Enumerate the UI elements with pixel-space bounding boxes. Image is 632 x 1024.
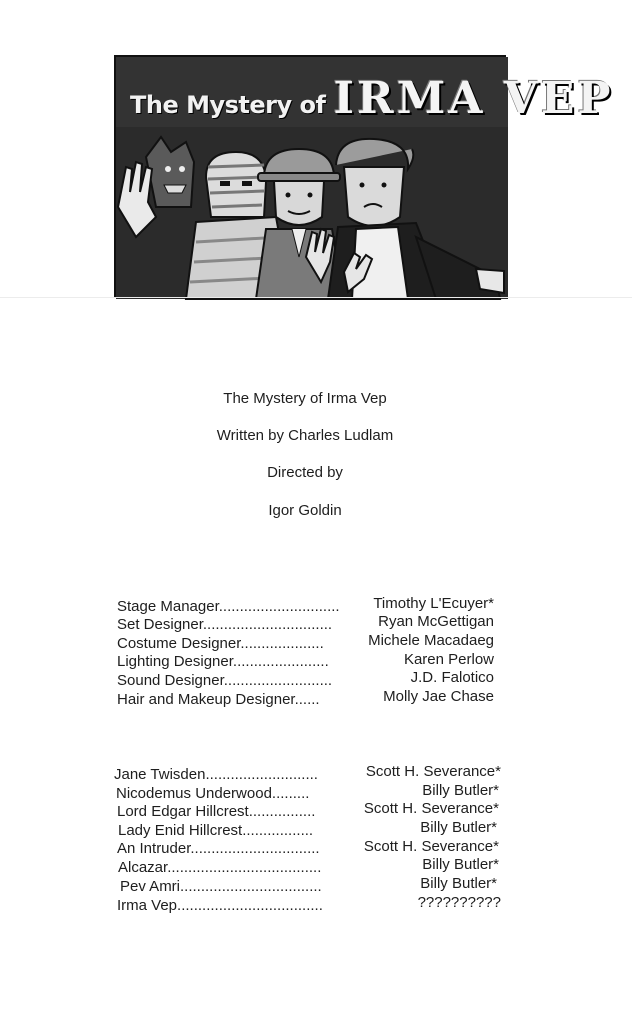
fold-line <box>0 297 632 298</box>
cast-name: ?????????? <box>417 894 501 911</box>
poster-image <box>114 55 614 297</box>
cast-name: Billy Butler* <box>420 875 497 892</box>
cast-role: Alcazar..................................... <box>118 859 322 876</box>
poster-title-main: IRMA VEP <box>333 73 614 124</box>
cast-name: Scott H. Severance* <box>363 800 499 817</box>
playwright-credit: Written by Charles Ludlam <box>216 427 394 444</box>
crew-role: Set Designer............................... <box>117 616 333 633</box>
cast-role: An Intruder............................... <box>117 840 320 857</box>
cast-name: Scott H. Severance* <box>363 838 499 855</box>
cast-name: Billy Butler* <box>422 856 499 873</box>
director-label: Directed by <box>267 464 343 481</box>
play-title: The Mystery of Irma Vep <box>223 390 387 407</box>
crew-role: Stage Manager............................. <box>117 598 340 615</box>
poster-title-prefix: The Mystery of <box>130 91 326 119</box>
crew-name: Molly Jae Chase <box>383 688 494 705</box>
director-name: Igor Goldin <box>268 502 342 519</box>
crew-name: Karen Perlow <box>403 651 494 668</box>
crew-name: J.D. Falotico <box>410 669 494 686</box>
crew-name: Michele Macadaeg <box>368 632 494 649</box>
cast-role: Pev Amri.................................. <box>120 878 322 895</box>
crew-role: Lighting Designer....................... <box>117 653 329 670</box>
cast-role: Irma Vep................................... <box>117 897 323 914</box>
crew-role: Costume Designer.................... <box>117 635 324 652</box>
cast-name: Billy Butler* <box>422 782 499 799</box>
cast-name: Scott H. Severance* <box>365 763 501 780</box>
cast-role: Lady Enid Hillcrest................. <box>118 822 314 839</box>
poster-title <box>130 73 614 124</box>
crew-role: Sound Designer.......................... <box>117 672 333 689</box>
cast-role: Lord Edgar Hillcrest................ <box>117 803 316 820</box>
crew-role: Hair and Makeup Designer...... <box>117 691 320 708</box>
crew-name: Timothy L'Ecuyer* <box>373 595 494 612</box>
cast-role: Nicodemus Underwood......... <box>116 785 310 802</box>
cast-role: Jane Twisden........................... <box>114 766 318 783</box>
crew-name: Ryan McGettigan <box>378 613 494 630</box>
cast-name: Billy Butler* <box>420 819 497 836</box>
